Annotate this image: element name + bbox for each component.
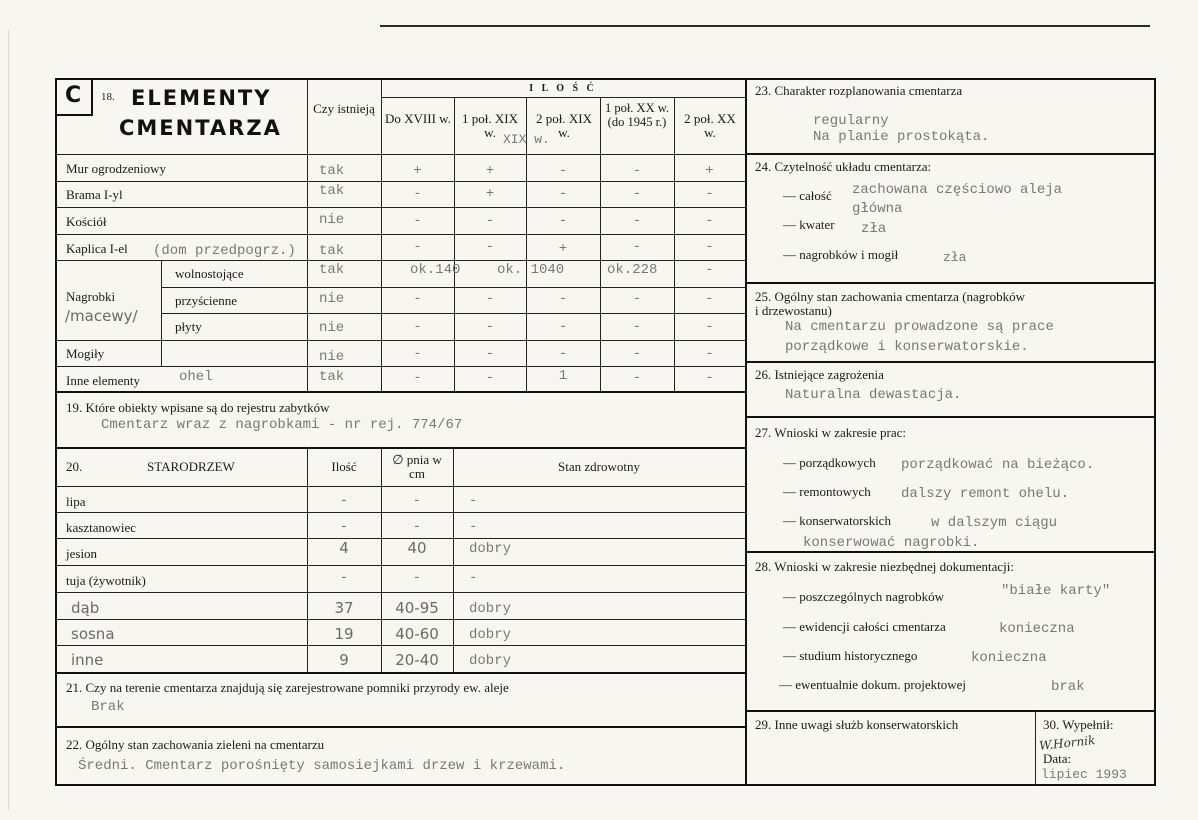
h18-r6 <box>161 313 745 314</box>
row-label-inne: Inne elementy <box>66 373 140 388</box>
h18-bottom <box>57 391 745 393</box>
nagrobki-note: /macewy/ <box>65 307 138 325</box>
czy-mogily: nie <box>319 349 345 365</box>
row-label-brama: Brama I-yl <box>66 187 123 202</box>
val-kosciol-5: - <box>705 213 714 229</box>
sec25-value-1: Na cmentarzu prowadzone są prace <box>785 319 1054 335</box>
val-wolnostojace-3: ok.228 <box>607 262 658 278</box>
val-przyscienne-4: - <box>632 291 642 307</box>
val-wolnostojace-2: ok. 1040 <box>497 262 565 278</box>
h18-r1 <box>57 181 745 182</box>
val-inne-4: - <box>632 370 642 386</box>
section-letter: C <box>65 83 84 108</box>
center-divider <box>745 80 747 786</box>
sec28-label: 28. Wnioski w zakresie niezbędnej dokumentacji: <box>755 559 1014 574</box>
sec28-a-label: — poszczególnych nagrobków <box>783 589 945 604</box>
sec28-c-label: — studium historycznego <box>783 648 918 663</box>
col-tree-ilosc: Ilość <box>331 459 357 474</box>
val-mur-1: + <box>413 163 422 179</box>
tree-name-kasztanowiec: kasztanowiec <box>66 520 137 535</box>
row-label-wolnostojace: wolnostojące <box>175 266 244 281</box>
sec21-value: Brak <box>91 699 125 715</box>
sec24-kwater-value: zła <box>861 221 887 237</box>
tree-ilosc-inne: 9 <box>339 651 349 669</box>
h18-ilosc <box>381 97 745 98</box>
czy-plyty: nie <box>319 320 345 336</box>
val-mogily-2: - <box>485 346 495 362</box>
row-label-przyscienne: przyścienne <box>175 293 238 308</box>
sec28-b-label: — ewidencji całości cmentarza <box>783 619 946 634</box>
h20-bottom <box>57 672 745 674</box>
col-period-1: Do XVIII w. <box>385 111 451 126</box>
v18-a <box>307 80 308 391</box>
sec27-porz-label: — porządkowych <box>783 455 876 470</box>
czy-mur: tak <box>319 163 345 179</box>
val-plyty-4: - <box>632 319 642 335</box>
sec25-label-2: i drzewostanu) <box>755 303 832 318</box>
val-mur-5: + <box>705 163 714 179</box>
sec18-number: 18. <box>101 91 115 103</box>
sec28-c-value: konieczna <box>971 650 1047 666</box>
h20-r5 <box>57 619 745 620</box>
row-label-mur: Mur ogrodzeniowy <box>66 161 167 176</box>
nagrobki-label: Nagrobki <box>66 289 116 304</box>
sec28-d-label: — ewentualnie dokum. projektowej <box>779 677 967 692</box>
h18-r5 <box>161 287 745 288</box>
tree-pnia-jesion: 40 <box>407 539 427 557</box>
tree-pnia-kasztanowiec: - <box>412 519 422 535</box>
val-kosciol-1: - <box>413 213 422 229</box>
sec23-label: 23. Charakter rozplanowania cmentarza <box>755 83 963 98</box>
val-plyty-2: - <box>485 319 495 335</box>
h26-bottom <box>745 416 1156 418</box>
sec22-label: 22. Ogólny stan zachowania zieleni na cmentarzu <box>66 737 325 752</box>
sec27-label: 27. Wnioski w zakresie prac: <box>755 425 907 440</box>
val-kosciol-4: - <box>632 213 642 229</box>
h19-bottom <box>57 447 745 449</box>
val-brama-5: - <box>705 186 714 202</box>
sec27-kons-label: — konserwatorskich <box>783 513 891 528</box>
tree-name-sosna: sosna <box>71 625 115 643</box>
col-period-4: 1 poł. XX w. (do 1945 r.) <box>604 101 670 129</box>
val-przyscienne-5: - <box>705 291 714 307</box>
val-inne-5: - <box>705 370 714 386</box>
tree-ilosc-tuja: - <box>339 570 349 586</box>
czy-kosciol: nie <box>319 212 345 228</box>
val-mogily-1: - <box>413 346 422 362</box>
top-rule <box>380 25 1150 27</box>
val-kaplica-3: + <box>558 241 568 257</box>
sec24-label: 24. Czytelność układu cmentarza: <box>755 159 932 174</box>
tree-ilosc-kasztanowiec: - <box>339 519 349 535</box>
val-kosciol-3: - <box>558 213 568 229</box>
sec18-title-2: CMENTARZA <box>119 116 282 140</box>
sec21-label: 21. Czy na terenie cmentarza znajdują się zarejestrowane pomniki przyrody ew. aleje <box>66 680 509 695</box>
val-brama-3: - <box>558 186 568 202</box>
h18-header <box>57 154 745 155</box>
col-period-2: 1 poł. XIX w. <box>462 111 518 141</box>
h18-r7 <box>57 340 745 341</box>
sec20-number: 20. <box>66 459 83 474</box>
row-note-inne: ohel <box>179 369 213 385</box>
sec26-label: 26. Istniejące zagrożenia <box>755 367 884 382</box>
v29-30 <box>1035 710 1036 786</box>
sec19-value: Cmentarz wraz z nagrobkami - nr rej. 774/67 <box>101 417 463 433</box>
tree-pnia-lipa: - <box>412 493 422 509</box>
czy-inne: tak <box>319 369 345 385</box>
col-czy-istnieja: Czy istnieją <box>313 101 375 116</box>
sec27-rem-label: — remontowych <box>783 484 871 499</box>
tree-ilosc-dab: 37 <box>334 599 354 617</box>
sec27-rem-value: dalszy remont ohelu. <box>901 486 1070 502</box>
sec28-a-value: "białe karty" <box>1001 583 1111 599</box>
val-kosciol-2: - <box>485 213 495 229</box>
data-value: lipiec 1993 <box>1041 767 1127 782</box>
h21-bottom <box>57 726 745 728</box>
tree-stan-lipa: - <box>469 493 478 509</box>
page-edge <box>8 30 9 810</box>
overtype-xix: XIX w. <box>503 132 550 147</box>
tree-stan-inne: dobry <box>469 653 512 669</box>
tree-stan-sosna: dobry <box>469 627 512 643</box>
row-note-kaplica: (dom przedpogrz.) <box>153 243 296 259</box>
section-letter-box <box>57 80 93 116</box>
sec20-title: STARODRZEW <box>147 459 235 474</box>
val-brama-1: - <box>413 186 422 202</box>
sec22-value: Średni. Cmentarz porośnięty samosiejkami drzew i krzewami. <box>78 758 566 774</box>
val-mur-4: - <box>632 163 642 179</box>
sec23-value-1: regularny <box>813 113 889 129</box>
sec24-nagrobkow-value: zła <box>943 250 967 265</box>
val-mogily-3: - <box>558 346 568 362</box>
form-card <box>55 78 1156 786</box>
sec19-label: 19. Które obiekty wpisane są do rejestru zabytków <box>66 400 330 415</box>
row-label-plyty: płyty <box>175 319 202 334</box>
tree-pnia-sosna: 40-60 <box>395 625 439 643</box>
tree-stan-tuja: - <box>469 570 478 586</box>
tree-stan-jesion: dobry <box>469 541 512 557</box>
tree-stan-kasztanowiec: - <box>469 519 478 535</box>
val-inne-2: - <box>485 370 495 386</box>
sec18-title-1: ELEMENTY <box>131 86 272 110</box>
val-brama-2: + <box>485 186 495 202</box>
tree-ilosc-jesion: 4 <box>339 539 349 557</box>
h20-r2 <box>57 538 745 539</box>
row-label-mogily: Mogiły <box>66 346 105 361</box>
data-label: Data: <box>1043 751 1072 766</box>
val-mur-3: - <box>558 163 568 179</box>
tree-ilosc-sosna: 19 <box>334 625 354 643</box>
h18-r3 <box>57 234 745 235</box>
h20-r1 <box>57 512 745 513</box>
czy-kaplica: tak <box>319 243 345 259</box>
val-kaplica-2: - <box>485 239 495 255</box>
val-kaplica-1: - <box>413 239 422 255</box>
sec26-value: Naturalna dewastacja. <box>785 387 962 403</box>
col-period-3: 2 poł. XIX w. <box>536 111 592 141</box>
h23-bottom <box>745 153 1156 155</box>
tree-pnia-dab: 40-95 <box>395 599 439 617</box>
col-tree-pnia: ∅ pnia w cm <box>392 452 442 482</box>
sec28-d-value: brak <box>1051 679 1085 695</box>
val-brama-4: - <box>632 186 642 202</box>
v18-b <box>381 80 382 391</box>
col-ilosc: I L O Ś Ć <box>529 83 597 94</box>
tree-name-tuja: tuja (żywotnik) <box>66 573 146 588</box>
tree-stan-dab: dobry <box>469 601 512 617</box>
h20-r6 <box>57 645 745 646</box>
val-przyscienne-3: - <box>558 291 568 307</box>
sec25-value-2: porządkowe i konserwatorskie. <box>785 339 1029 355</box>
val-kaplica-5: - <box>705 239 714 255</box>
row-label-kosciol: Kościół <box>66 214 107 229</box>
val-plyty-3: - <box>558 319 568 335</box>
sec30-label: 30. Wypełnił: <box>1043 717 1114 732</box>
v20-c <box>453 447 454 672</box>
signature: W.Hornik <box>1038 733 1096 753</box>
col-period-5: 2 poł. XX w. <box>684 111 736 141</box>
sec23-value-2: Na planie prostokąta. <box>813 129 990 145</box>
sec27-porz-value: porządkować na bieżąco. <box>901 457 1095 473</box>
h28-bottom <box>745 710 1156 712</box>
h18-r4 <box>57 260 745 261</box>
val-mogily-5: - <box>705 346 714 362</box>
sec24-nagrobkow-label: — nagrobków i mogił <box>783 247 899 262</box>
row-label-kaplica: Kaplica I-el <box>66 241 128 256</box>
val-wolnostojace-1: ok.140 <box>410 262 461 278</box>
tree-name-inne: inne <box>71 651 104 669</box>
val-mogily-4: - <box>632 346 642 362</box>
val-plyty-5: - <box>705 319 714 335</box>
czy-brama: tak <box>319 183 345 199</box>
val-wolnostojace-5: - <box>705 262 714 278</box>
val-przyscienne-1: - <box>413 291 422 307</box>
sec28-b-value: konieczna <box>999 621 1075 637</box>
sec24-calosc-value-2: główna <box>852 201 903 217</box>
tree-pnia-tuja: - <box>412 570 422 586</box>
h18-r2 <box>57 207 745 208</box>
val-mur-2: + <box>485 163 495 179</box>
tree-name-dab: dąb <box>71 599 100 617</box>
h24-bottom <box>745 282 1156 284</box>
tree-name-jesion: jesion <box>66 546 98 561</box>
col-tree-stan: Stan zdrowotny <box>558 459 640 474</box>
sec24-kwater-label: — kwater <box>783 217 835 232</box>
h20-r3 <box>57 565 745 566</box>
sec29-label: 29. Inne uwagi służb konserwatorskich <box>755 717 959 732</box>
sec24-calosc-value-1: zachowana częściowo aleja <box>852 182 1063 198</box>
h20-r4 <box>57 592 745 593</box>
val-plyty-1: - <box>413 319 422 335</box>
czy-przyscienne: nie <box>319 291 345 307</box>
tree-name-lipa: lipa <box>66 494 86 509</box>
val-przyscienne-2: - <box>485 291 495 307</box>
sec24-calosc-label: — całość <box>783 188 832 203</box>
tree-pnia-inne: 20-40 <box>395 651 439 669</box>
czy-wolnostojace: tak <box>319 262 345 278</box>
val-inne-1: - <box>413 370 422 386</box>
val-kaplica-4: - <box>632 239 642 255</box>
val-inne-3: 1 <box>558 368 568 384</box>
h18-r8 <box>57 366 745 367</box>
tree-ilosc-lipa: - <box>339 493 349 509</box>
sec25-label-1: 25. Ogólny stan zachowania cmentarza (nagrobków <box>755 289 1026 304</box>
sec27-kons-value-2: konserwować nagrobki. <box>803 535 980 551</box>
sec27-kons-value-1: w dalszym ciągu <box>931 515 1058 531</box>
h20-header <box>57 486 745 487</box>
h25-bottom <box>745 361 1156 363</box>
